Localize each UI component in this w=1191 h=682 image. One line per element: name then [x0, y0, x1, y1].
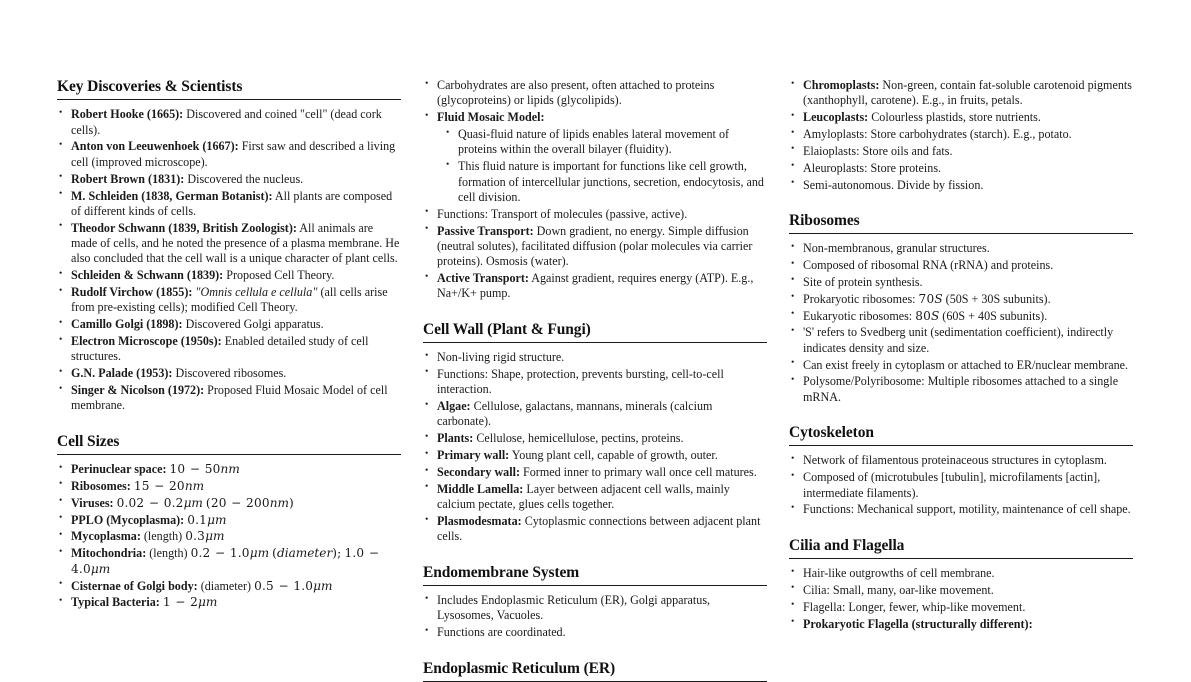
list-item — [423, 448, 767, 463]
math-number: 0.3 — [185, 529, 206, 544]
math-operator: − — [231, 495, 242, 510]
list-item — [423, 110, 767, 205]
list-item — [57, 529, 401, 544]
list-item — [57, 513, 401, 528]
list-item — [57, 172, 401, 187]
section-heading-block — [57, 78, 401, 100]
list-item — [423, 78, 767, 109]
math-operator: − — [189, 462, 201, 477]
list-item-text: Enabled detailed study of cell structures. — [71, 334, 369, 364]
list-item — [57, 383, 401, 414]
list-item-text: Includes Endoplasmic Reticulum (ER), Golgi apparatus, Lysosomes, Vacuoles. — [437, 593, 711, 623]
list-item-text: Network of filamentous proteinaceous structures in cytoplasm. — [803, 453, 1107, 468]
math-number: 1 — [162, 595, 171, 610]
list-item-lead: Perinuclear space: — [71, 462, 167, 477]
list-item — [423, 367, 767, 398]
section-heading-block — [423, 660, 767, 682]
list-item-lead: Active Transport: — [437, 271, 529, 286]
list-item — [789, 110, 1133, 125]
column-middle — [423, 78, 767, 677]
list-item-lead: Algae: — [437, 399, 471, 414]
list-item-lead: Fluid Mosaic Model: — [437, 110, 545, 125]
section-heading: Cilia and Flagella — [789, 536, 905, 554]
bullet-list — [423, 78, 767, 302]
math-unit: S — [930, 308, 940, 323]
math-number: 0.2 — [190, 546, 211, 561]
list-item — [789, 78, 1133, 109]
list-item — [57, 107, 401, 138]
list-item-lead: Secondary wall: — [437, 465, 520, 479]
list-item-text: Cytoplasmic connections between adjacent plant cells. — [437, 514, 761, 544]
list-item-lead: Plasmodesmata: — [437, 514, 522, 529]
list-item-text: This fluid nature is important for functions like cell growth, formation of intercellular junctions, secretion, endocytosis, and cell division. — [458, 159, 764, 204]
section-heading: Endoplasmic Reticulum (ER) — [423, 659, 616, 677]
list-item-lead: Singer & Nicolson (1972): — [71, 383, 205, 398]
bullet-list — [423, 593, 767, 641]
heading-rule — [789, 558, 1133, 559]
math-operator: − — [278, 578, 289, 593]
list-item — [423, 465, 767, 480]
math-unit: μm — [205, 529, 225, 544]
list-item-text: Amyloplasts: Store carbohydrates (starch). E.g., potato. — [803, 127, 1072, 142]
math-unit: μm — [207, 512, 227, 527]
list-item — [57, 496, 401, 511]
list-item-lead: Cisternae of Golgi body: — [71, 578, 198, 593]
section-heading: Key Discoveries & Scientists — [57, 78, 243, 95]
bullet-list — [789, 78, 1133, 193]
math-number: 15 — [133, 478, 150, 493]
list-item-text: Aleuroplasts: Store proteins. — [803, 160, 942, 175]
list-item-lead: Ribosomes: — [71, 478, 131, 493]
math-unit: S — [934, 291, 943, 306]
math-unit: nm — [269, 495, 289, 510]
section-heading: Ribosomes — [789, 211, 860, 229]
list-item-text: Discovered the nucleus. — [187, 171, 304, 186]
list-item-lead: Viruses: — [71, 495, 114, 510]
list-item — [423, 593, 767, 624]
math-number: 80 — [915, 308, 931, 323]
list-item-lead: Leucoplasts: — [803, 110, 869, 125]
math-number: 4.0 — [71, 561, 91, 576]
math-number: 1.0 — [344, 546, 365, 561]
list-item-text: Cilia: Small, many, oar-like movement. — [803, 582, 994, 597]
list-item-lead: Prokaryotic Flagella (structurally different): — [803, 616, 1033, 631]
list-item — [57, 462, 401, 477]
list-item — [423, 224, 767, 270]
list-item — [789, 258, 1133, 273]
list-item — [789, 127, 1133, 142]
list-item — [789, 144, 1133, 159]
math-punct: ( — [205, 495, 211, 510]
heading-rule — [423, 342, 767, 343]
list-item-lead: Passive Transport: — [437, 223, 534, 238]
list-item-lead: Camillo Golgi (1898): — [71, 317, 183, 332]
list-item-text: Non-living rigid structure. — [437, 350, 565, 365]
list-item — [789, 470, 1133, 501]
list-item — [789, 453, 1133, 468]
math-punct: ) — [289, 495, 294, 510]
list-item-lead: Middle Lamella: — [437, 481, 524, 496]
list-item-lead: Chromoplasts: — [803, 78, 880, 92]
math-punct: ; — [337, 546, 342, 561]
list-item-text: 'S' refers to Svedberg unit (sedimentation coefficient), indirectly indicates density and size. — [803, 325, 1114, 355]
list-item — [57, 189, 401, 220]
section-heading-block — [423, 321, 767, 343]
list-item — [789, 161, 1133, 176]
column-left — [57, 78, 401, 626]
list-item — [789, 325, 1133, 356]
list-item-lead: PPLO (Mycoplasma): — [71, 512, 185, 527]
list-item-text: Quasi-fluid nature of lipids enables lateral movement of proteins within the overall bilayer (fluidity). — [458, 127, 730, 157]
math-number: 10 — [169, 462, 186, 477]
math-number: 0.2 — [163, 495, 184, 510]
list-item-text: Flagella: Longer, fewer, whip-like movement. — [803, 599, 1026, 614]
math-unit: μm — [198, 595, 218, 610]
list-item-text: Composed of ribosomal RNA (rRNA) and proteins. — [803, 258, 1054, 273]
bullet-list — [57, 462, 401, 611]
list-item-text: Non-membranous, granular structures. — [803, 241, 990, 256]
math-number: 0.02 — [116, 495, 145, 510]
list-item — [444, 159, 767, 205]
list-item-text: Composed of (microtubules [tubulin], microfilaments [actin], intermediate filaments). — [803, 470, 1101, 500]
list-item-text: Proposed Cell Theory. — [226, 268, 335, 283]
list-item — [789, 178, 1133, 193]
list-item-text: (all cells arise from pre-existing cells); modified Cell Theory. — [71, 285, 388, 315]
section-heading-block — [789, 424, 1133, 446]
list-item-text: Proposed Fluid Mosaic Model of cell membrane. — [71, 383, 388, 413]
list-item — [789, 583, 1133, 598]
math-unit: diameter — [276, 546, 333, 561]
list-item-text: Against gradient, requires energy (ATP). E.g., Na+/K+ pump. — [437, 271, 754, 301]
list-item-text: (length) — [149, 546, 188, 561]
list-item-text: Down gradient, no energy. Simple diffusion (neutral solutes), facilitated diffusion (polar molecules via carrier proteins). Osmosis (water). — [437, 223, 753, 269]
list-item-text: Cellulose, galactans, mannans, minerals (calcium carbonate). — [437, 399, 713, 429]
math-operator: − — [175, 595, 186, 610]
list-item — [423, 431, 767, 446]
list-item-text: Discovered and coined "cell" (dead cork cells). — [71, 107, 382, 137]
list-item-text-after: (50S + 30S subunits). — [942, 291, 1051, 306]
list-item-text: First saw and described a living cell (improved microscope). — [71, 139, 396, 169]
list-item — [789, 617, 1133, 632]
list-item-text: (diameter) — [200, 578, 252, 593]
list-item — [423, 350, 767, 365]
list-item — [423, 514, 767, 545]
list-item — [57, 479, 401, 494]
math-number: 2 — [190, 595, 199, 610]
list-item-text: Colourless plastids, store nutrients. — [871, 110, 1041, 125]
list-item — [57, 285, 401, 316]
list-item — [423, 399, 767, 430]
list-item-text: Elaioplasts: Store oils and fats. — [803, 143, 953, 158]
list-item-text: Polysome/Polyribosome: Multiple ribosomes attached to a single mRNA. — [803, 374, 1119, 404]
section-heading: Cell Wall (Plant & Fungi) — [423, 320, 591, 338]
list-item-text: Can exist freely in cytoplasm or attached to ER/nuclear membrane. — [803, 357, 1129, 372]
list-item — [423, 207, 767, 222]
section-heading: Endomembrane System — [423, 563, 580, 581]
math-unit: μm — [313, 578, 333, 593]
heading-rule — [57, 454, 401, 455]
list-item-text: Functions: Shape, protection, prevents bursting, cell-to-cell interaction. — [437, 366, 724, 397]
math-unit: μm — [90, 561, 111, 576]
list-item-text: Young plant cell, capable of growth, outer. — [511, 448, 718, 463]
list-item — [57, 334, 401, 365]
list-item — [423, 271, 767, 302]
list-item — [57, 317, 401, 332]
list-item — [789, 358, 1133, 373]
list-item-text: Layer between adjacent cell walls, mainly calcium pectate, glues cells together. — [437, 481, 730, 512]
section-heading: Cell Sizes — [57, 432, 120, 450]
math-number: 70 — [918, 291, 935, 306]
list-item — [789, 502, 1133, 517]
math-number: 0.5 — [254, 578, 274, 593]
math-number: 20 — [210, 495, 227, 510]
math-unit: nm — [220, 462, 240, 477]
list-item-text: Hair-like outgrowths of cell membrane. — [803, 566, 995, 581]
math-operator: − — [148, 495, 160, 510]
list-item-lead: Schleiden & Schwann (1839): — [71, 268, 224, 283]
list-item-text: All animals are made of cells, and he noted the presence of a plasma membrane. He also concluded that the cell wall is a unique character of plant cells. — [71, 220, 400, 266]
list-item-lead: Plants: — [437, 431, 474, 446]
math-number: 20 — [169, 478, 185, 493]
list-item-text: Cellulose, hemicellulose, pectins, proteins. — [476, 431, 684, 446]
heading-rule — [789, 233, 1133, 234]
list-item — [444, 127, 767, 158]
bullet-list — [789, 453, 1133, 517]
list-item-text: Functions: Transport of molecules (passive, active). — [437, 206, 688, 221]
list-item-text: Discovered ribosomes. — [175, 366, 287, 381]
list-item — [57, 139, 401, 170]
list-item-text: Site of protein synthesis. — [803, 274, 923, 289]
math-number: 1.0 — [293, 578, 314, 593]
bullet-list — [789, 241, 1133, 405]
list-item-lead: Mycoplasma: — [71, 529, 141, 544]
list-item — [789, 241, 1133, 256]
list-item — [57, 595, 401, 610]
list-item-lead: Typical Bacteria: — [71, 595, 160, 610]
list-item-text: Carbohydrates are also present, often attached to proteins (glycoproteins) or lipids (glycolipids). — [437, 78, 715, 108]
math-unit: μm — [183, 495, 203, 510]
list-item-lead: Robert Brown (1831): — [71, 171, 185, 186]
three-column-layout — [57, 78, 1134, 677]
list-item — [57, 546, 401, 577]
math-number: 1.0 — [229, 546, 250, 561]
math-operator: − — [214, 546, 226, 561]
list-item-lead: Rudolf Virchow (1855): — [71, 285, 193, 300]
list-item-text: Functions are coordinated. — [437, 625, 566, 640]
list-item-lead: Theodor Schwann (1839, British Zoologist): — [71, 220, 297, 235]
list-item-text: All plants are composed of different kinds of cells. — [71, 188, 393, 218]
list-item-text: Formed inner to primary wall once cell matures. — [523, 465, 757, 479]
list-item — [57, 268, 401, 283]
list-item — [789, 292, 1133, 307]
heading-rule — [423, 585, 767, 586]
bullet-list — [789, 566, 1133, 632]
section-heading: Cytoskeleton — [789, 424, 874, 442]
list-item-italic: "Omnis cellula e cellula" — [195, 285, 318, 300]
list-item-text: (length) — [143, 529, 183, 544]
list-item-text-after: (60S + 40S subunits). — [939, 308, 1048, 323]
list-item — [57, 366, 401, 381]
section-heading-block — [789, 537, 1133, 559]
math-operator: − — [154, 478, 165, 493]
list-item-text: Prokaryotic ribosomes: — [803, 291, 919, 306]
section-heading-block — [789, 212, 1133, 234]
list-item-text: Non-green, contain fat-soluble carotenoid pigments (xanthophyll, carotene). E.g., in fruits, petals. — [803, 78, 1132, 108]
list-item — [789, 275, 1133, 290]
section-heading-block — [423, 564, 767, 586]
math-number: 200 — [246, 495, 270, 510]
list-item-lead: Electron Microscope (1950s): — [71, 334, 222, 349]
list-item-text: Functions: Mechanical support, motility, maintenance of cell shape. — [803, 502, 1131, 517]
list-item-lead: Primary wall: — [437, 448, 510, 463]
list-item — [423, 625, 767, 640]
math-punct: ( — [272, 546, 277, 561]
list-item — [423, 482, 767, 513]
list-item-text: Discovered Golgi apparatus. — [185, 317, 324, 332]
list-item — [57, 221, 401, 267]
list-item — [57, 579, 401, 594]
column-right — [789, 78, 1133, 631]
math-unit: nm — [184, 478, 205, 493]
heading-rule — [789, 445, 1133, 446]
list-item — [789, 600, 1133, 615]
list-item-text: Semi-autonomous. Divide by fission. — [803, 177, 984, 192]
list-item-text: Eukaryotic ribosomes: — [803, 308, 916, 323]
list-item-lead: G.N. Palade (1953): — [71, 366, 173, 381]
math-operator: − — [368, 546, 380, 561]
nested-bullet-list — [444, 127, 767, 205]
list-item — [789, 309, 1133, 324]
math-unit: μm — [249, 546, 270, 561]
bullet-list — [57, 107, 401, 414]
section-heading-block — [57, 433, 401, 455]
list-item-lead: Robert Hooke (1665): — [71, 107, 184, 122]
math-number: 0.1 — [187, 512, 208, 527]
list-item-lead: M. Schleiden (1838, German Botanist): — [71, 188, 273, 203]
list-item — [789, 374, 1133, 405]
math-number: 50 — [204, 462, 221, 477]
list-item-lead: Anton von Leeuwenhoek (1667): — [71, 139, 239, 154]
math-punct: ) — [332, 546, 338, 561]
list-item — [789, 566, 1133, 581]
bullet-list — [423, 350, 767, 545]
list-item-lead: Mitochondria: — [71, 546, 147, 561]
heading-rule — [57, 99, 401, 100]
